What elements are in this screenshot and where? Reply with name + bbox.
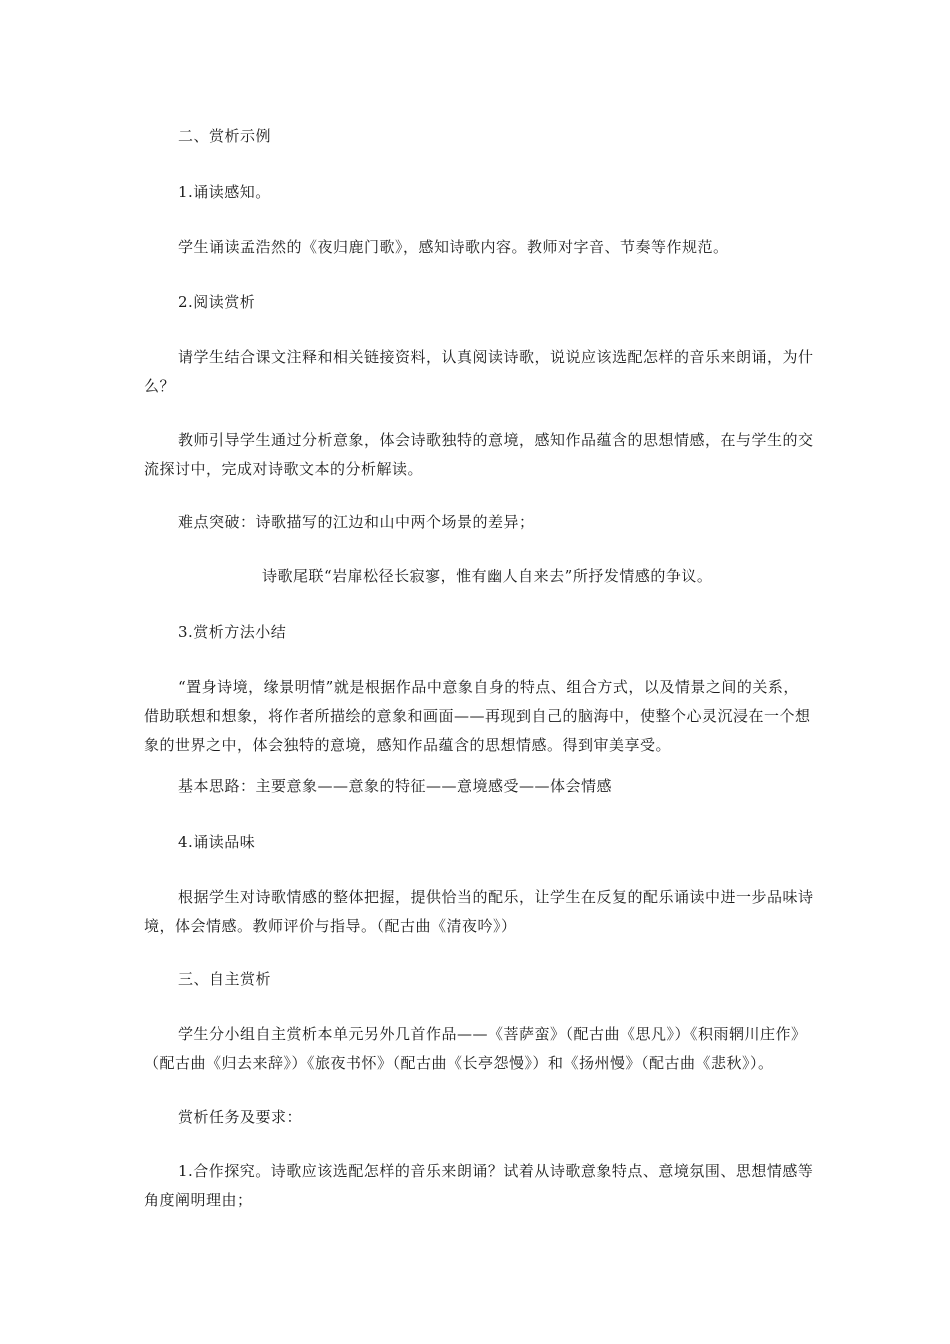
paragraph-recitation-taste: 根据学生对诗歌情感的整体把握，提供恰当的配乐，让学生在反复的配乐诵读中进一步品味诗境，体会情感。教师评价与指导。（配古曲《清夜吟》） (144, 888, 814, 935)
paragraph-group-study: 学生分小组自主赏析本单元另外几首作品——《菩萨蛮》（配古曲《思凡》）《积雨辋川庄作》（配古曲《归去来辞》）《旅夜书怀》（配古曲《长亭怨慢》）和《扬州慢》（配古曲《悲秋》）。 (144, 1025, 807, 1072)
paragraph-teacher-guide: 教师引导学生通过分析意象，体会诗歌独特的意境，感知作品蕴含的思想情感，在与学生的交流探讨中，完成对诗歌文本的分析解读。 (144, 431, 814, 478)
paragraph-recitation: 学生诵读孟浩然的《夜归鹿门歌》，感知诗歌内容。教师对字音、节奏等作规范。 (178, 238, 729, 256)
paragraph-difficulty-2: 诗歌尾联“岩扉松径长寂寥，惟有幽人自来去”所抒发情感的争议。 (262, 567, 713, 585)
paragraph-reading-task: 请学生结合课文注释和相关链接资料，认真阅读诗歌，说说应该选配怎样的音乐来朗诵，为什么？ (144, 348, 814, 395)
subheading-4: 4.诵读品味 (178, 833, 256, 851)
paragraph-basic-approach: 基本思路：主要意象——意象的特征——意境感受——体会情感 (178, 777, 613, 795)
section-heading-3: 三、自主赏析 (178, 970, 272, 988)
paragraph-cooperative-study: 1.合作探究。诗歌应该选配怎样的音乐来朗诵？试着从诗歌意象特点、意境氛围、思想情感等角度阐明理由； (144, 1162, 814, 1209)
paragraph-difficulty: 难点突破：诗歌描写的江边和山中两个场景的差异； (178, 513, 535, 531)
subheading-1: 1.诵读感知。 (178, 183, 271, 201)
subheading-3: 3.赏析方法小结 (178, 623, 287, 641)
subheading-2: 2.阅读赏析 (178, 293, 256, 311)
paragraph-task-requirements: 赏析任务及要求： (178, 1108, 303, 1126)
paragraph-method-summary: “置身诗境，缘景明情”就是根据作品中意象自身的特点、组合方式，以及情景之间的关系，借助联想和想象，将作者所描绘的意象和画面——再现到自己的脑海中，使整个心灵沉浸在一个想象的世界之中，体会独特的意境，感知作品蕴含的思想情感。得到审美享受。 (144, 678, 811, 754)
section-heading-2: 二、赏析示例 (178, 127, 272, 145)
